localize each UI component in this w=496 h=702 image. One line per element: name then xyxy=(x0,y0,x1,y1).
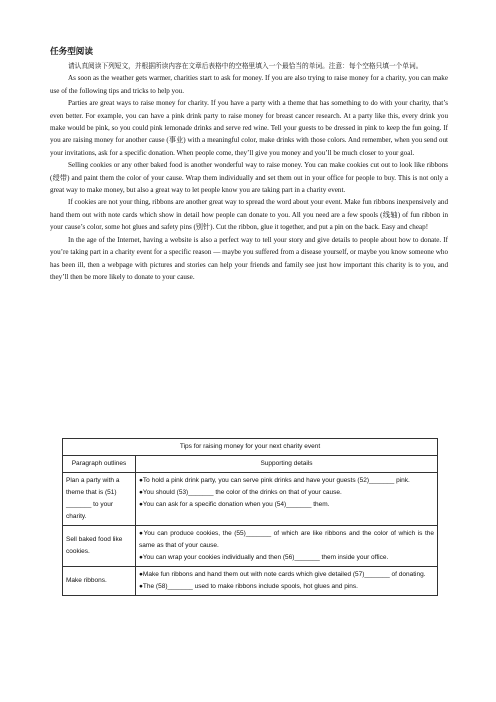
detail-item: ●To hold a pink drink party, you can serve pink drinks and have your guests (52)_______ pink. xyxy=(139,477,410,484)
row-details xyxy=(136,567,438,596)
header-outlines: Paragraph outlines xyxy=(63,456,136,473)
table-row xyxy=(63,567,438,596)
detail-item: ●You should (53)_______ the color of the drinks on that of your cause. xyxy=(139,489,342,496)
paragraph-5: In the age of the Internet, having a website is also a perfect way to tell your story and give details to people about how to donate. If you’re taking part in a charity event for a specific reason — maybe you suffered from a disease yourself, or maybe you know someone who has been ill, then a webpage with pictures and stories can help your friends and family see just how important this charity is to you, and they’ll then be more likely to donate to your cause. xyxy=(50,235,448,281)
row-outline: Sell baked food like cookies. xyxy=(63,526,136,567)
tips-table xyxy=(62,438,438,596)
instructions: 请认真阅读下列短文，并根据所读内容在文章后表格中的空格里填入一个最恰当的单词。注意：每个空格只填一个单词。 xyxy=(68,62,423,70)
paragraph-3: Selling cookies or any other baked food is another wonderful way to raise money. You can make cookies cut out to look like ribbons (绶带) and paint them the color of your cause. Wrap them individually and set them out in your office for people to buy. This is not only a great way to make money, but also a great way to let people know you are taking part in a charity event. xyxy=(50,161,448,195)
header-details: Supporting details xyxy=(136,456,438,473)
row-details xyxy=(136,473,438,526)
table-row xyxy=(63,526,438,567)
table-row xyxy=(63,473,438,526)
detail-item: ●Make fun ribbons and hand them out with note cards which give detailed (57)_______ of donating. xyxy=(139,571,426,578)
article xyxy=(50,45,448,283)
row-outline: Plan a party with a theme that is (51) _______ to your charity. xyxy=(63,473,136,526)
section-heading: 任务型阅读 xyxy=(50,47,93,57)
row-outline: Make ribbons. xyxy=(63,567,136,596)
paragraph-1: As soon as the weather gets warmer, charities start to ask for money. If you are also trying to raise money for a charity, you can make use of the following tips and tricks to help you. xyxy=(50,74,448,95)
table-title: Tips for raising money for your next charity event xyxy=(63,439,438,456)
detail-item: ●You can wrap your cookies individually and then (56)_______ them inside your office. xyxy=(139,554,389,561)
row-details xyxy=(136,526,438,567)
paragraph-2: Parties are great ways to raise money for charity. If you have a party with a theme that has something to do with your charity, that’s even better. For example, you can have a pink drink party to raise money for breast cancer research. At a party like this, every drink you make would be pink, so you could pink lemonade drinks and serve red wine. Tell your guests to be dressed in pink to keep the fun going. If you are raising money for another cause (事业) with a meaningful color, make drinks with those colors. And remember, when you send out your invitations, ask for a specific donation. When people come, they’ll give you money and you’ll be much closer to your goal. xyxy=(50,99,448,157)
detail-item: ●The (58)_______ used to make ribbons include spools, hot glues and pins. xyxy=(139,583,358,590)
detail-item: ●You can produce cookies, the (55)_______ of which are like ribbons and the color of which is the same as that of your cause. xyxy=(139,530,434,549)
paragraph-4: If cookies are not your thing, ribbons are another great way to spread the word about your event. Make fun ribbons inexpensively and hand them out with note cards which show in detail how people can donate to you. All you need are a few spools (线轴) of fun ribbon in your cause’s color, some hot glues and safety pins (别针). Cut the ribbon, glue it together, and put a pin on the back. Easy and cheap! xyxy=(50,198,448,232)
detail-item: ●You can ask for a specific donation when you (54)_______ them. xyxy=(139,501,330,508)
